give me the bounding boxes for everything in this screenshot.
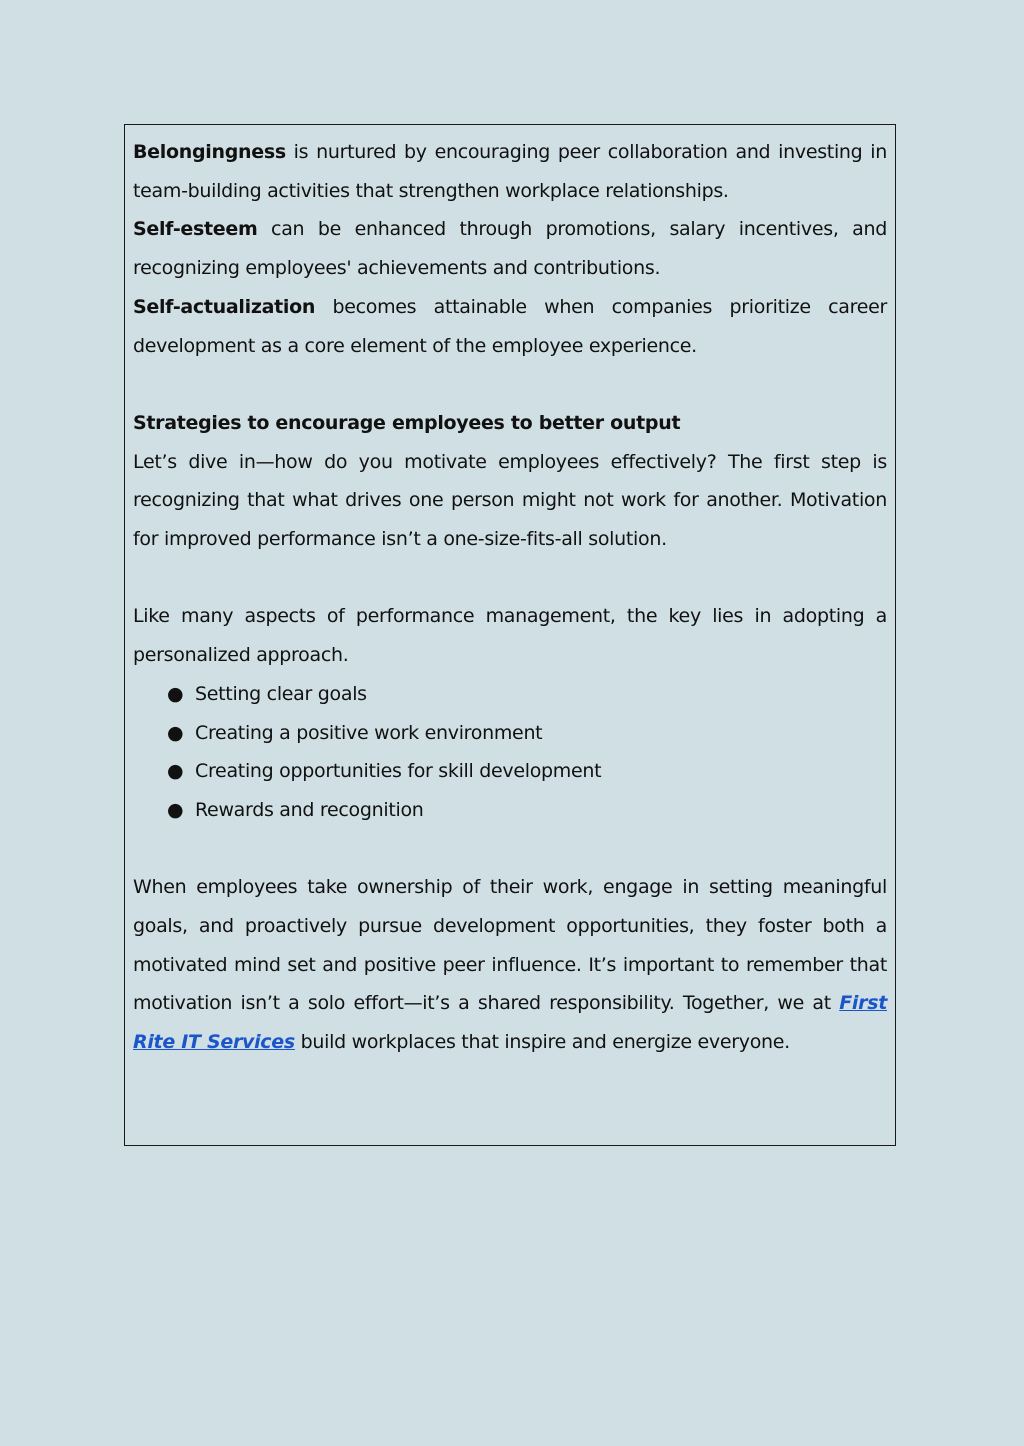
closing-text-after: build workplaces that inspire and energize everyone. bbox=[294, 1031, 790, 1054]
bullet-icon: ● bbox=[167, 682, 184, 705]
strategy-list bbox=[133, 675, 887, 830]
company-link[interactable]: First Rite IT Services bbox=[133, 992, 887, 1054]
closing-text-before: When employees take ownership of their work, engage in setting meaningful goals, and proactively pursue development opportunities, they foster both a motivated mind set and positive peer influence. It’s important to remember that motivation isn’t a solo effort—it’s a shared responsibility. Together, we at bbox=[133, 876, 887, 1015]
list-item-text: Creating a positive work environment bbox=[195, 721, 543, 744]
bullet-icon: ● bbox=[167, 798, 184, 821]
bullet-icon: ● bbox=[167, 760, 184, 783]
section-heading: Strategies to encourage employees to better output bbox=[133, 411, 681, 434]
content-frame bbox=[124, 124, 896, 1146]
spacer bbox=[133, 559, 887, 598]
list-item-text: Setting clear goals bbox=[195, 682, 367, 705]
list-item bbox=[133, 675, 887, 714]
bullet-icon: ● bbox=[167, 721, 184, 744]
list-item-text: Creating opportunities for skill development bbox=[195, 760, 602, 783]
self-esteem-text: can be enhanced through promotions, salary incentives, and recognizing employees' achievements and contributions. bbox=[133, 218, 887, 280]
self-actualization-paragraph bbox=[133, 288, 887, 365]
belongingness-text: is nurtured by encouraging peer collaboration and investing in team-building activities that strengthen workplace relationships. bbox=[133, 141, 887, 202]
intro-paragraph: Let’s dive in—how do you motivate employees effectively? The first step is recognizing that what drives one person might not work for another. Motivation for improved performance isn’t a one-size-fits-all solution. bbox=[133, 450, 887, 551]
self-esteem-paragraph bbox=[133, 210, 887, 287]
spacer bbox=[133, 365, 887, 404]
list-item-text: Rewards and recognition bbox=[195, 798, 424, 821]
list-item bbox=[133, 752, 887, 791]
closing-paragraph bbox=[133, 868, 887, 1062]
self-actualization-text: becomes attainable when companies prioritize career development as a core element of the employee experience. bbox=[133, 295, 887, 357]
list-item bbox=[133, 791, 887, 830]
belongingness-paragraph bbox=[133, 133, 887, 210]
self-actualization-term: Self-actualization bbox=[133, 295, 316, 318]
belongingness-term: Belongingness bbox=[133, 141, 286, 163]
self-esteem-term: Self-esteem bbox=[133, 218, 258, 241]
document-body bbox=[133, 133, 887, 1062]
approach-paragraph: Like many aspects of performance management, the key lies in adopting a personalized approach. bbox=[133, 605, 887, 667]
spacer bbox=[133, 830, 887, 869]
list-item bbox=[133, 714, 887, 753]
